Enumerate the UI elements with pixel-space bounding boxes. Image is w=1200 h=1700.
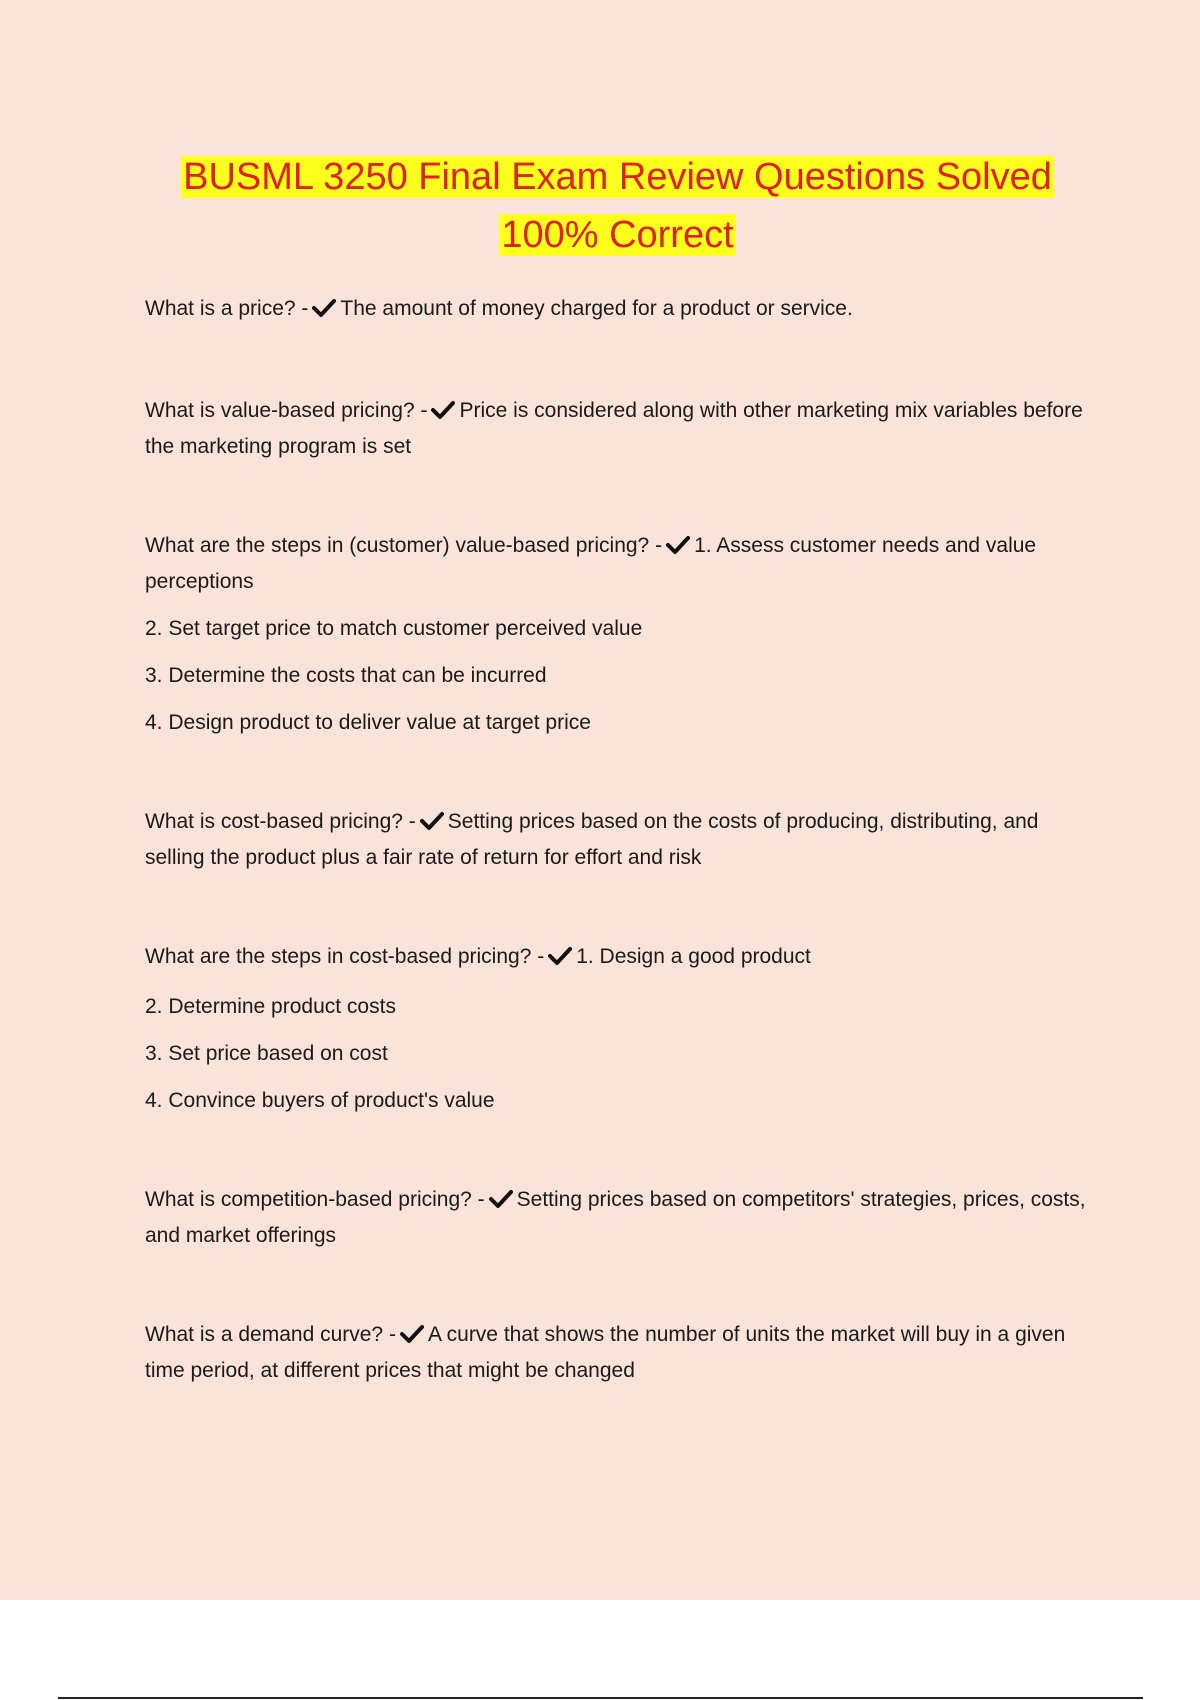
question-text: What is value-based pricing? - xyxy=(145,399,428,422)
checkmark-icon xyxy=(548,943,572,976)
answer-text: The amount of money charged for a product or service. xyxy=(340,297,853,320)
question-text: What are the steps in cost-based pricing? - xyxy=(145,945,545,968)
checkmark-icon xyxy=(420,808,444,841)
document-title xyxy=(145,148,1090,264)
answer-text: 1. Design a good product xyxy=(576,945,811,968)
question-text: What is a demand curve? - xyxy=(145,1323,396,1346)
answer-text: 1. Assess customer needs and value perceptions xyxy=(145,534,1037,593)
qa-item xyxy=(145,292,1090,328)
answer-text: A curve that shows the number of units the market will buy in a given time period, at different prices that might be changed xyxy=(145,1323,1066,1382)
title-line-2: 100% Correct xyxy=(501,214,734,256)
qa-line xyxy=(145,529,1090,598)
answer-step: 4. Design product to deliver value at target price xyxy=(145,711,591,734)
answer-step: 2. Set target price to match customer perceived value xyxy=(145,617,643,640)
answer-text: Price is considered along with other marketing mix variables before the marketing program is set xyxy=(145,399,1083,458)
qa-item xyxy=(145,529,1090,739)
footer-rule xyxy=(58,1697,1143,1699)
answer-step: 3. Set price based on cost xyxy=(145,1042,388,1065)
qa-item xyxy=(145,1318,1090,1387)
answer-text: Setting prices based on the costs of producing, distributing, and selling the product plus a fair rate of return for effort and risk xyxy=(145,810,1039,869)
answer-text: Setting prices based on competitors' strategies, prices, costs, and market offerings xyxy=(145,1188,1086,1247)
qa-item xyxy=(145,394,1090,463)
document-content xyxy=(145,148,1090,1387)
answer-step: 4. Convince buyers of product's value xyxy=(145,1089,495,1112)
title-line-1: BUSML 3250 Final Exam Review Questions Solved xyxy=(183,156,1052,198)
checkmark-icon xyxy=(431,397,455,430)
qa-item xyxy=(145,1183,1090,1252)
qa-line xyxy=(145,394,1090,463)
qa-line xyxy=(145,805,1090,874)
checkmark-icon xyxy=(312,295,336,328)
answer-step: 2. Determine product costs xyxy=(145,995,396,1018)
qa-line xyxy=(145,292,1090,328)
checkmark-icon xyxy=(489,1186,513,1219)
qa-item xyxy=(145,940,1090,1117)
answer-step: 3. Determine the costs that can be incurred xyxy=(145,664,547,687)
qa-list xyxy=(145,292,1090,1387)
question-text: What is competition-based pricing? - xyxy=(145,1188,485,1211)
qa-item xyxy=(145,805,1090,874)
question-text: What are the steps in (customer) value-based pricing? - xyxy=(145,534,663,557)
qa-line xyxy=(145,940,1090,976)
question-text: What is a price? - xyxy=(145,297,309,320)
checkmark-icon xyxy=(666,532,690,565)
qa-line xyxy=(145,1318,1090,1387)
checkmark-icon xyxy=(400,1321,424,1354)
qa-line xyxy=(145,1183,1090,1252)
question-text: What is cost-based pricing? - xyxy=(145,810,416,833)
